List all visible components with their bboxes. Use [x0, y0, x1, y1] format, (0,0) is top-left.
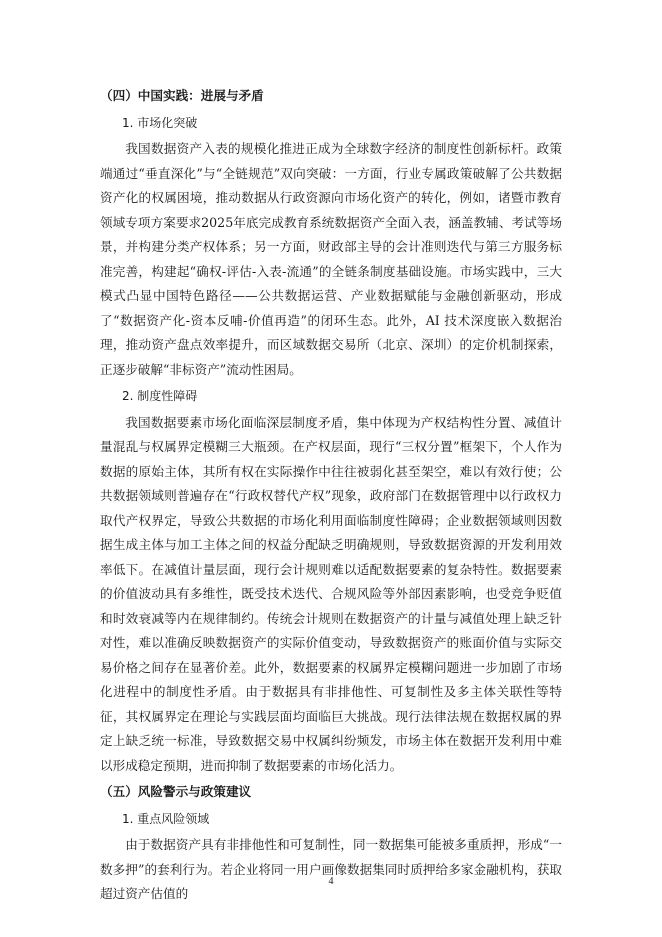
subheading-key-risk-areas: 1. 重点风险领域: [122, 811, 210, 826]
section-heading-risk-warning: （五）风险警示与政策建议: [100, 784, 252, 799]
page-number: 4: [328, 876, 334, 887]
subheading-institutional-barriers: 2. 制度性障碍: [122, 389, 198, 403]
paragraph-market-breakthrough: 我国数据资产入表的规模化推进正成为全球数字经济的制度性创新标杆。政策端通过“垂直深化”与“全链规范”双向突破：一方面，行业专属政策破解了公共数据资产化的权属困境，推动数据从行政资源向市场化资产的转化，例如，诸暨市教育领域专项方案要求2025年底完成教育系统数据资产全面入表，涵盖教辅、考试等场景，并构建分类产权体系；另一方面，财政部主导的会计准则迭代与第三方服务标准完善，构建起“确权-评估-入表-流通”的全链条制度基础设施。市场实践中，三大模式凸显中国特色路径——公共数据运营、产业数据赋能与金融创新驱动，形成了“数据资产化-资本反哺-价值再造”的闭环生态。此外，AI 技术深度嵌入数据治理，推动资产盘点效率提升，而区域数据交易所（北京、深圳）的定价机制探索，正逐步破解“非标资产”流动性困局。: [100, 141, 562, 377]
subheading-market-breakthrough: 1. 市场化突破: [122, 115, 198, 130]
section-heading-china-practice: （四）中国实践：进展与矛盾: [100, 88, 264, 103]
paragraph-institutional-barriers: 我国数据要素市场化面临深层制度矛盾，集中体现为产权结构性分置、减值计量混乱与权属界定模糊三大瓶颈。在产权层面，现行“三权分置”框架下，个人作为数据的原始主体，其所有权在实际操作中往往被弱化甚至架空，难以有效行使；公共数据领域则普遍存在“行政权替代产权”现象，政府部门在数据管理中以行政权力取代产权界定，导致公共数据的市场化利用面临制度性障碍；企业数据领域则因数据生成主体与加工主体之间的权益分配缺乏明确规则，导致数据资源的开发利用效率低下。在减值计量层面，现行会计规则难以适配数据要素的复杂特性。数据要素的价值波动具有多维性，既受技术迭代、合规风险等外部因素影响，也受竞争贬值和时效衰减等内在规律制约。传统会计规则在数据资产的计量与减值处理上缺乏针对性，难以准确反映数据资产的实际价值变动，导致数据资产的账面价值与实际交易价格之间存在显著价差。此外，数据要素的权属界定模糊问题进一步加剧了市场化进程中的制度性矛盾。由于数据具有非排他性、可复制性及多主体关联性等特征，其权属界定在理论与实践层面均面临巨大挑战。现行法律法规在数据权属的界定上缺乏统一标准，导致数据交易中权属纠纷频发，市场主体在数据开发利用中难以形成稳定预期，进而抑制了数据要素的市场化活力。: [100, 414, 562, 773]
paragraph-key-risk-areas: 由于数据资产具有非排他性和可复制性，同一数据集可能被多重质押，形成“一数多押”的套利行为。若企业将同一用户画像数据集同时质押给多家金融机构，获取超过资产估值的: [100, 837, 562, 901]
page-body: [100, 84, 562, 909]
